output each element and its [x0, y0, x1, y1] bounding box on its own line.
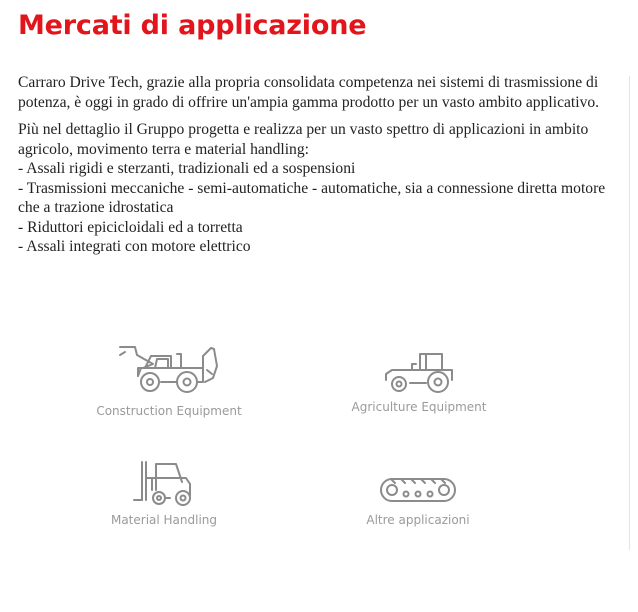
- tractor-icon: [382, 350, 456, 394]
- page-title: Mercati di applicazione: [18, 10, 367, 41]
- market-label: Agriculture Equipment: [351, 400, 487, 414]
- right-divider: [629, 76, 630, 550]
- detail-paragraph: Più nel dettaglio il Gruppo progetta e realizza per un vasto spettro di applicazioni in ambito agricolo, movimento terra e material handling:: [18, 121, 589, 158]
- list-item: - Assali rigidi e sterzanti, tradizionali ed a sospensioni: [18, 160, 356, 177]
- list-item: - Assali integrati con motore elettrico: [18, 238, 251, 255]
- product-list: [18, 159, 618, 257]
- conveyor-track-icon: [379, 475, 457, 505]
- market-altre-applicazioni[interactable]: [308, 475, 528, 527]
- market-label: Altre applicazioni: [366, 513, 470, 527]
- market-agriculture-equipment[interactable]: [309, 350, 529, 414]
- page-content: [18, 73, 618, 257]
- list-item: - Riduttori epicicloidali ed a torretta: [18, 218, 243, 236]
- intro-paragraph: Carraro Drive Tech, grazie alla propria consolidata competenza nei sistemi di trasmissione di potenza, è oggi in grado di offrire un'ampia gamma prodotto per un vasto ambito applicativo.: [18, 74, 600, 111]
- market-label: Material Handling: [110, 513, 218, 527]
- market-construction-equipment[interactable]: [59, 344, 279, 418]
- market-material-handling[interactable]: [54, 460, 274, 527]
- backhoe-loader-icon: [117, 344, 221, 396]
- market-label: Construction Equipment: [96, 404, 242, 418]
- list-item: - Trasmissioni meccaniche - semi-automatiche - automatiche, sia a connessione diretta motore che a trazione idrostatica: [18, 179, 606, 216]
- forklift-icon: [132, 460, 196, 506]
